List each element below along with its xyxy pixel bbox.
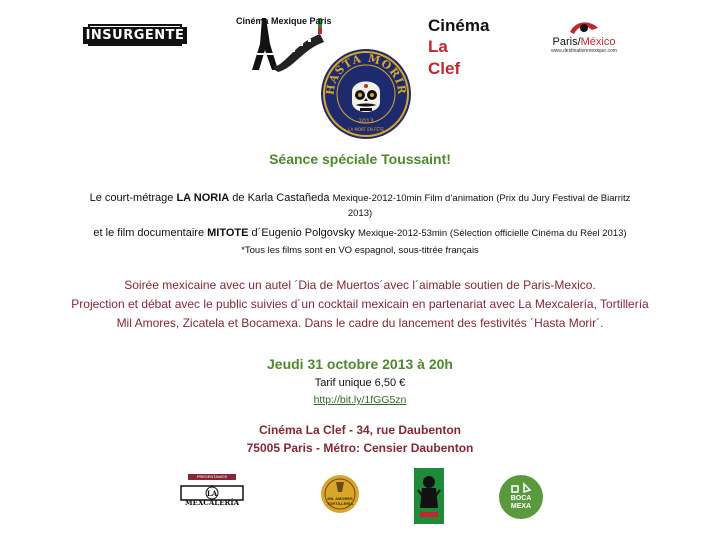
cinema-la-clef-logo bbox=[428, 16, 490, 80]
program-line-1: Le court-métrage LA NORIA de Karla Castañeda Mexique-2012-10min Film d’animation (Prix du Jury Festival de Biarritz bbox=[89, 192, 631, 204]
event-tarif: Tarif unique 6,50 € bbox=[314, 377, 406, 389]
soiree-line-1: Soirée mexicaine avec un autel ´Dia de Muertos´avec l´aimable soutien de Paris-Mexico. bbox=[124, 278, 596, 292]
vo-note: *Tous les films sont en VO espagnol, sous-titrée français bbox=[241, 245, 479, 256]
insurgente-logo bbox=[85, 24, 185, 46]
cinema-mexique-paris-text: Cinéma Mexique Paris bbox=[236, 16, 332, 26]
paris-mexico-url: www.destinationmexique.com bbox=[551, 48, 617, 54]
badge-top-text: HASTA MORIR bbox=[323, 51, 409, 96]
paris-mexico-emblem-icon bbox=[568, 18, 600, 38]
mil-amores-text-1: MIL AMORES bbox=[327, 496, 353, 501]
bocamexa-logo bbox=[498, 474, 544, 520]
program-line-1-cont: 2013) bbox=[347, 208, 373, 219]
page-title: Séance spéciale Toussaint! bbox=[269, 151, 451, 167]
bocamexa-text-2: MEXA bbox=[510, 503, 532, 510]
badge-bottom-text: LA MORT EN FÊTE bbox=[348, 127, 384, 132]
mitote-poster bbox=[414, 468, 444, 524]
venue-name: Cinéma La Clef - 34, rue Daubenton bbox=[258, 423, 462, 437]
film-mitote: MITOTE bbox=[207, 227, 249, 239]
hasta-morir-badge bbox=[320, 48, 412, 140]
paris-mexico-text: Paris/México bbox=[552, 36, 616, 48]
film-la-noria: LA NORIA bbox=[176, 192, 230, 204]
soiree-line-3: Mil Amores, Zicatela et Bocamexa. Dans le cadre du lancement des festivités ´Hasta Morir´. bbox=[116, 316, 604, 330]
bocamexa-text-1: BOCA bbox=[510, 495, 532, 502]
mil-amores-emblem-icon bbox=[320, 472, 360, 516]
soiree-line-2: Projection et débat avec le public suivies d´un cocktail mexicain en partenariat avec La Mexcalería, Tortillería bbox=[71, 297, 649, 311]
mexcaleria-text: LA MEXCALERÍA bbox=[184, 489, 240, 507]
eiffel-tower-filmstrip-icon bbox=[232, 4, 332, 74]
paris-mexico-logo bbox=[546, 18, 622, 62]
badge-year: 2013 bbox=[358, 118, 374, 125]
la-mexcaleria-logo bbox=[180, 472, 244, 516]
mil-amores-logo bbox=[320, 472, 360, 516]
event-link[interactable]: http://bit.ly/1fGG5zn bbox=[313, 394, 407, 406]
event-date: Jeudi 31 octobre 2013 à 20h bbox=[267, 356, 453, 372]
sugar-skull-icon bbox=[320, 48, 412, 140]
la-clef-line1: Cinéma bbox=[428, 16, 490, 35]
venue-address: 75005 Paris - Métro: Censier Daubenton bbox=[246, 441, 474, 455]
mil-amores-text-2: TORTILLERÍA bbox=[326, 501, 354, 506]
cinema-mexique-paris-logo bbox=[232, 4, 332, 74]
mitote-figure-icon bbox=[414, 468, 444, 524]
la-clef-line2: La Clef bbox=[428, 37, 461, 78]
program-line-2: et le film documentaire MITOTE d´Eugenio Polgovsky Mexique-2012-53min (Sélection officielle Cinéma du Réel 2013) bbox=[93, 227, 627, 239]
mexcaleria-banner: PRESENTAMOS SESIONES bbox=[188, 474, 236, 480]
insurgente-logo-text: INSURGENTE bbox=[83, 27, 188, 44]
